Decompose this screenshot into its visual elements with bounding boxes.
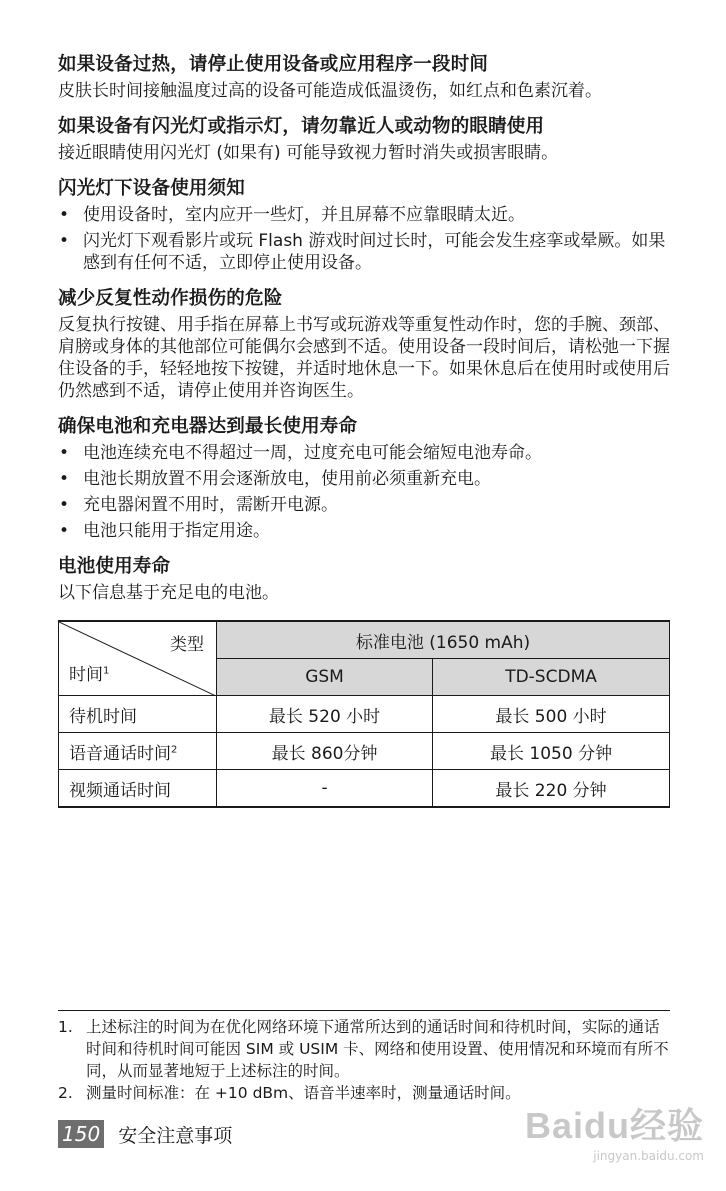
section-heading: 如果设备有闪光灯或指示灯，请勿靠近人或动物的眼睛使用 xyxy=(58,116,545,137)
table-row xyxy=(59,770,670,808)
row-label: 待机时间 xyxy=(59,696,217,733)
footnotes xyxy=(58,1016,670,1104)
section-heading: 如果设备过热，请停止使用设备或应用程序一段时间 xyxy=(58,54,489,75)
section-body: 反复执行按键、用手指在屏幕上书写或玩游戏等重复性动作时，您的手腕、颈部、肩膀或身体的其他部位可能偶尔会感到不适。使用设备一段时间后，请松弛一下握住设备的手，轻轻地按下按键，并适时地休息一下。如果休息后在使用时或使用后仍然感到不适，请停止使用并咨询医生。 xyxy=(58,315,670,401)
list-item: • 电池长期放置不用会逐渐放电，使用前必须重新充电。 xyxy=(58,468,670,490)
corner-time-label: 时间$^1$ xyxy=(69,665,110,685)
footnote xyxy=(58,1016,670,1082)
section-heading: 确保电池和充电器达到最长使用寿命 xyxy=(58,416,358,437)
section-flash-usage xyxy=(58,176,670,274)
section-heading: 减少反复性动作损伤的危险 xyxy=(58,288,283,309)
list-item: • 使用设备时，室内应开一些灯，并且屏幕不应靠眼睛太近。 xyxy=(58,204,670,226)
section-battery-charger xyxy=(58,414,670,542)
footnote-number: 2. xyxy=(58,1084,73,1102)
table-corner-cell xyxy=(59,621,217,696)
footnote-divider xyxy=(58,1010,670,1011)
footnote-number: 1. xyxy=(58,1018,73,1036)
section-overheat xyxy=(58,52,670,102)
table-cell: 最长 220 分钟 xyxy=(433,770,670,808)
section-body: 皮肤长时间接触温度过高的设备可能造成低温烫伤，如红点和色素沉着。 xyxy=(58,81,602,101)
column-header-gsm: GSM xyxy=(217,659,433,696)
section-heading: 闪光灯下设备使用须知 xyxy=(58,178,246,199)
table-header-row xyxy=(59,621,670,659)
section-flash-eyes xyxy=(58,114,670,164)
row-label: 语音通话时间$^2$ xyxy=(59,733,217,770)
section-repetitive-motion xyxy=(58,286,670,402)
corner-type-label: 类型 xyxy=(170,635,204,655)
table-row xyxy=(59,696,670,733)
watermark-url: jingyan.baidu.com xyxy=(593,1149,704,1163)
table-cell: 最长 860分钟 xyxy=(217,733,433,770)
column-header-tdscdma: TD-SCDMA xyxy=(433,659,670,696)
section-body: 接近眼睛使用闪光灯 (如果有) 可能导致视力暂时消失或损害眼睛。 xyxy=(58,143,559,163)
watermark-logo: Baidu经验 xyxy=(524,1105,704,1146)
list-item: • 闪光灯下观看影片或玩 Flash 游戏时间过长时，可能会发生痉挛或晕厥。如果感到有任何不适，立即停止使用设备。 xyxy=(58,230,670,274)
bullet-list xyxy=(58,204,670,274)
footer-title: 安全注意事项 xyxy=(118,1124,233,1147)
section-battery-life xyxy=(58,554,670,604)
table-cell: 最长 1050 分钟 xyxy=(433,733,670,770)
list-item: • 充电器闲置不用时，需断开电源。 xyxy=(58,494,670,516)
table-cell: 最长 500 小时 xyxy=(433,696,670,733)
page-footer xyxy=(58,1120,232,1148)
list-item: • 电池连续充电不得超过一周，过度充电可能会缩短电池寿命。 xyxy=(58,442,670,464)
table-cell: 最长 520 小时 xyxy=(217,696,433,733)
watermark xyxy=(525,1098,704,1163)
battery-life-table xyxy=(58,620,670,808)
row-label: 视频通话时间 xyxy=(59,770,217,808)
list-item: • 电池只能用于指定用途。 xyxy=(58,520,670,542)
table-row xyxy=(59,733,670,770)
table-cell: - xyxy=(217,770,433,808)
footnote-text: 上述标注的时间为在优化网络环境下通常所达到的通话时间和待机时间，实际的通话时间和待机时间可能因 SIM 或 USIM 卡、网络和使用设置、使用情况和环境而有所不同，从而显著地短于上述标注的时间。 xyxy=(86,1018,669,1080)
bullet-list xyxy=(58,442,670,542)
section-body: 以下信息基于充足电的电池。 xyxy=(58,583,279,603)
document-page xyxy=(58,52,670,808)
battery-header: 标准电池 (1650 mAh) xyxy=(217,621,670,659)
page-number: 150 xyxy=(58,1120,104,1148)
footnote-text: 测量时间标准：在 +10 dBm、语音半速率时，测量通话时间。 xyxy=(86,1084,521,1102)
section-heading: 电池使用寿命 xyxy=(58,556,171,577)
